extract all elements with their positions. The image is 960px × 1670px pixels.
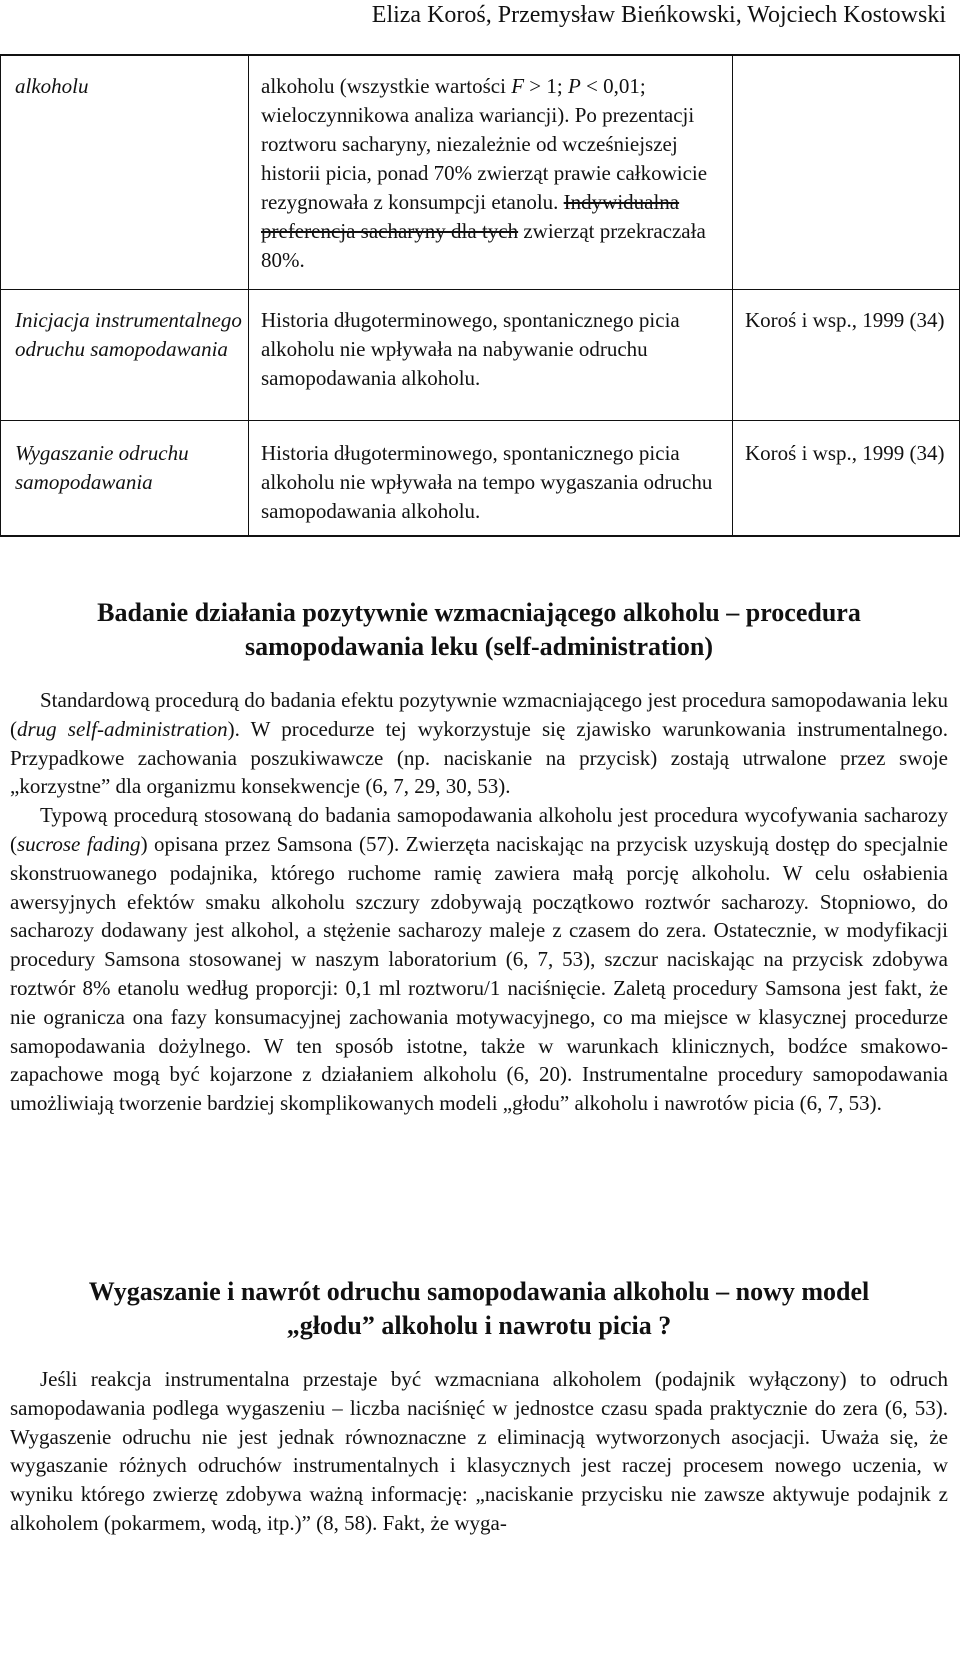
table-row-reference: [733, 56, 957, 289]
struck-text: Indywidualna preferencja sacharyny dla tych: [261, 190, 680, 243]
table-row: [1, 289, 959, 420]
results-table: [0, 54, 960, 537]
section-self-administration: [10, 596, 948, 1118]
running-header-authors: Eliza Koroś, Przemysław Bieńkowski, Wojciech Kostowski: [371, 2, 946, 28]
section-heading: Wygaszanie i nawrót odruchu samopodawania alkoholu – nowy model „głodu” alkoholu i nawrotu picia ?: [88, 1277, 870, 1340]
paragraph: Standardową procedurą do badania efektu pozytywnie wzmacniającego jest procedura samopodawania leku (drug self-administration). W procedurze tej wykorzystuje się zjawisko warunkowania instrumentalnego. Przypadkowe zachowania poszukiwawcze (np. naciskanie na przycisk) zostają utrwalone przez swoje „korzystne” dla organizmu konsekwencje (6, 7, 29, 30, 53).: [10, 688, 948, 799]
table-row-label: alkoholu: [1, 56, 249, 289]
paragraph: Jeśli reakcja instrumentalna przestaje być wzmacniana alkoholem (podajnik wyłączony) to odruch samopodawania podlega wygaszeniu – liczba naciśnięć w jednostce czasu spada praktycznie do zera (6, 53). Wygaszenie odruchu nie jest jednak równoznaczne z eliminacją wytworzonych asocjacji. Uważa się, że wygaszanie różnych odruchów instrumentalnych i klasycznych jest raczej procesem nowego uczenia, w wyniku którego zwierzę zdobywa ważną informację: „naciskanie przycisku nie zawsze aktywuje podajnik z alkoholem (pokarmem, wodą, itp.)” (8, 58). Fakt, że wyga-: [10, 1367, 948, 1535]
section-heading: Badanie działania pozytywnie wzmacniającego alkoholu – procedura samopodawania leku (self-administration): [97, 598, 861, 661]
table-row-text: alkoholu (wszystkie wartości F > 1; P < 0,01; wieloczynnikowa analiza wariancji). Po prezentacji roztworu sacharyny, niezależnie od wcześniejszej historii picia, ponad 70% zwierząt prawie całkowicie rezygnowała z konsumpcji etanolu. Indywidualna preferencja sacharyny dla tych zwierząt przekraczała 80%.: [249, 56, 733, 289]
table-row-text: Historia długoterminowego, spontanicznego picia alkoholu nie wpływała na nabywanie odruchu samopodawania alkoholu.: [249, 290, 733, 420]
table-row-label: Wygaszanie odruchu samopodawania: [1, 421, 249, 535]
table-row-text: Historia długoterminowego, spontanicznego picia alkoholu nie wpływała na tempo wygaszania odruchu samopodawania alkoholu.: [249, 421, 733, 535]
table-row-label: Inicjacja instrumentalnego odruchu samopodawania: [1, 290, 249, 420]
section-extinction-relapse: [10, 1275, 948, 1538]
table-row-reference: Koroś i wsp., 1999 (34): [745, 308, 945, 332]
table-row: [1, 420, 959, 535]
table-row: [1, 56, 959, 289]
table-row-reference: Koroś i wsp., 1999 (34): [745, 441, 945, 465]
paragraph: Typową procedurą stosowaną do badania samopodawania alkoholu jest procedura wycofywania sacharozy (sucrose fading) opisana przez Samsona (57). Zwierzęta naciskając na przycisk uzyskują dostęp do specjalnie skonstruowanego podajnika, którego ruchome ramię zawiera małą porcję alkoholu. W celu osłabienia awersyjnych efektów smaku alkoholu szczury zdobywają początkowo roztwór sacharozy. Stopniowo, do sacharozy dodawany jest alkohol, a stężenie sacharozy maleje z czasem do zera. Ostatecznie, w modyfikacji procedury Samsona stosowanej w naszym laboratorium (6, 7, 53), szczur naciskając na przycisk zdobywa roztwór 8% etanolu według proporcji: 0,1 ml roztworu/1 naciśnięcie. Zaletą procedury Samsona jest fakt, że nie ogranicza ona fazy konsumacyjnej zachowania motywacyjnego, co ma miejsce w klasycznej procedurze samopodawania dożylnego. W ten sposób istotne, także w warunkach klinicznych, bodźce smakowo-zapachowe mogą być kojarzone z działaniem alkoholu (6, 20). Instrumentalne procedury samopodawania umożliwiają tworzenie bardziej skomplikowanych modeli „głodu” alkoholu i nawrotów picia (6, 7, 53).: [10, 803, 948, 1116]
